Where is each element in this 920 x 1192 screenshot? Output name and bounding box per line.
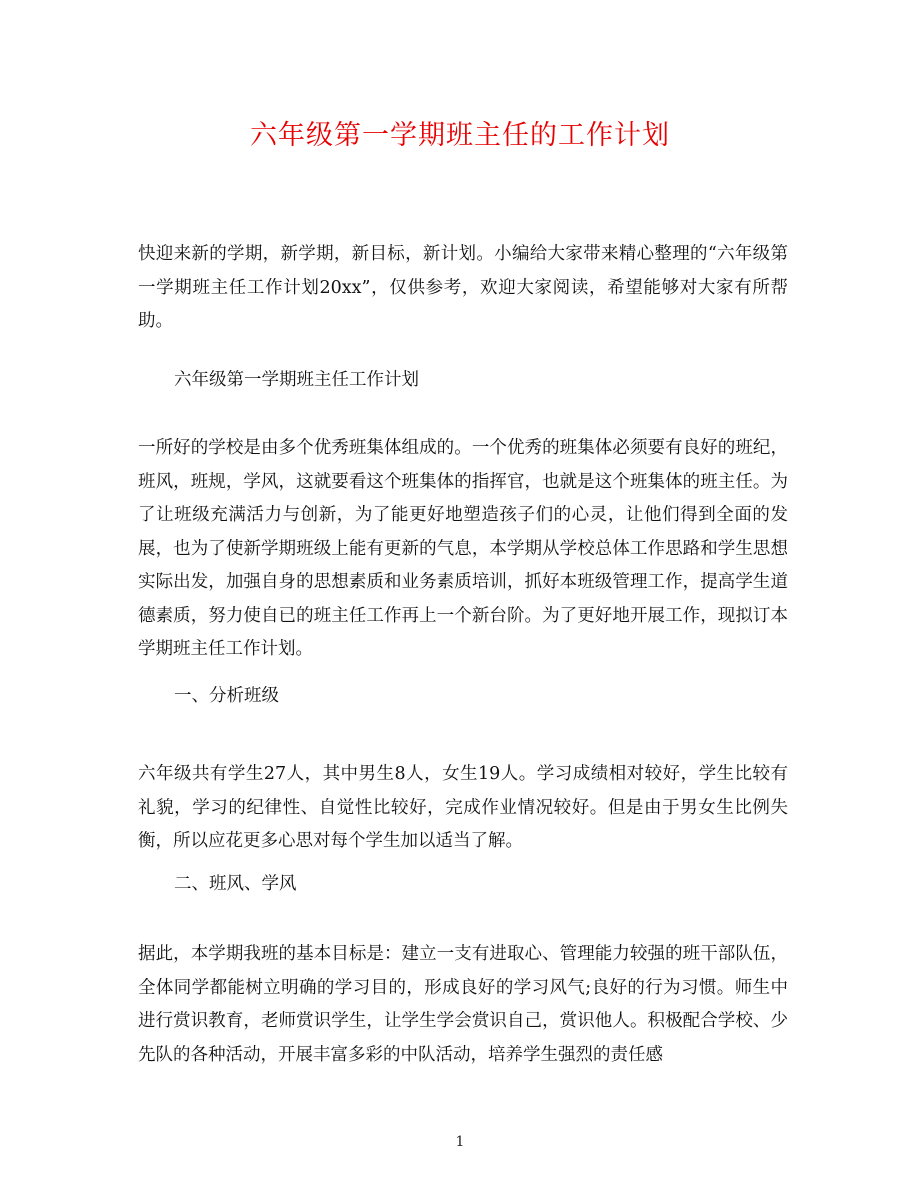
- section-heading-1: 一、分析班级: [174, 686, 279, 706]
- subtitle-heading: 六年级第一学期班主任工作计划: [174, 370, 419, 390]
- document-title: 六年级第一学期班主任的工作计划: [250, 120, 670, 151]
- intro-paragraph: 快迎来新的学期，新学期，新目标，新计划。小编给大家带来精心整理的“六年级第一学期班主任工作计划20xx”，仅供参考，欢迎大家阅读，希望能够对大家有所帮助。: [138, 244, 788, 331]
- body-paragraph-1: 一所好的学校是由多个优秀班集体组成的。一个优秀的班集体必须要有良好的班纪，班风，班规，学风，这就要看这个班集体的指挥官，也就是这个班集体的班主任。为了让班级充满活力与创新，为了能更好地塑造孩子们的心灵，让他们得到全面的发展，也为了使新学期班级上能有更新的气息，本学期从学校总体工作思路和学生思想实际出发，加强自身的思想素质和业务素质培训，抓好本班级管理工作，提高学生道德素质，努力使自已的班主任工作再上一个新台阶。为了更好地开展工作，现拟订本学期班主任工作计划。: [138, 438, 788, 659]
- page-number: 1: [455, 1134, 465, 1150]
- section-heading-2: 二、班风、学风: [174, 874, 297, 894]
- body-paragraph-2: 六年级共有学生27人，其中男生8人，女生19人。学习成绩相对较好，学生比较有礼貌，学习的纪律性、自觉性比较好，完成作业情况较好。但是由于男女生比例失衡，所以应花更多心思对每个学生加以适当了解。: [138, 764, 788, 851]
- body-paragraph-3: 据此，本学期我班的基本目标是：建立一支有进取心、管理能力较强的班干部队伍，全体同学都能树立明确的学习目的，形成良好的学习风气;良好的行为习惯。师生中进行赏识教育，老师赏识学生，让学生学会赏识自己，赏识他人。积极配合学校、少先队的各种活动，开展丰富多彩的中队活动，培养学生强烈的责任感: [138, 944, 788, 1065]
